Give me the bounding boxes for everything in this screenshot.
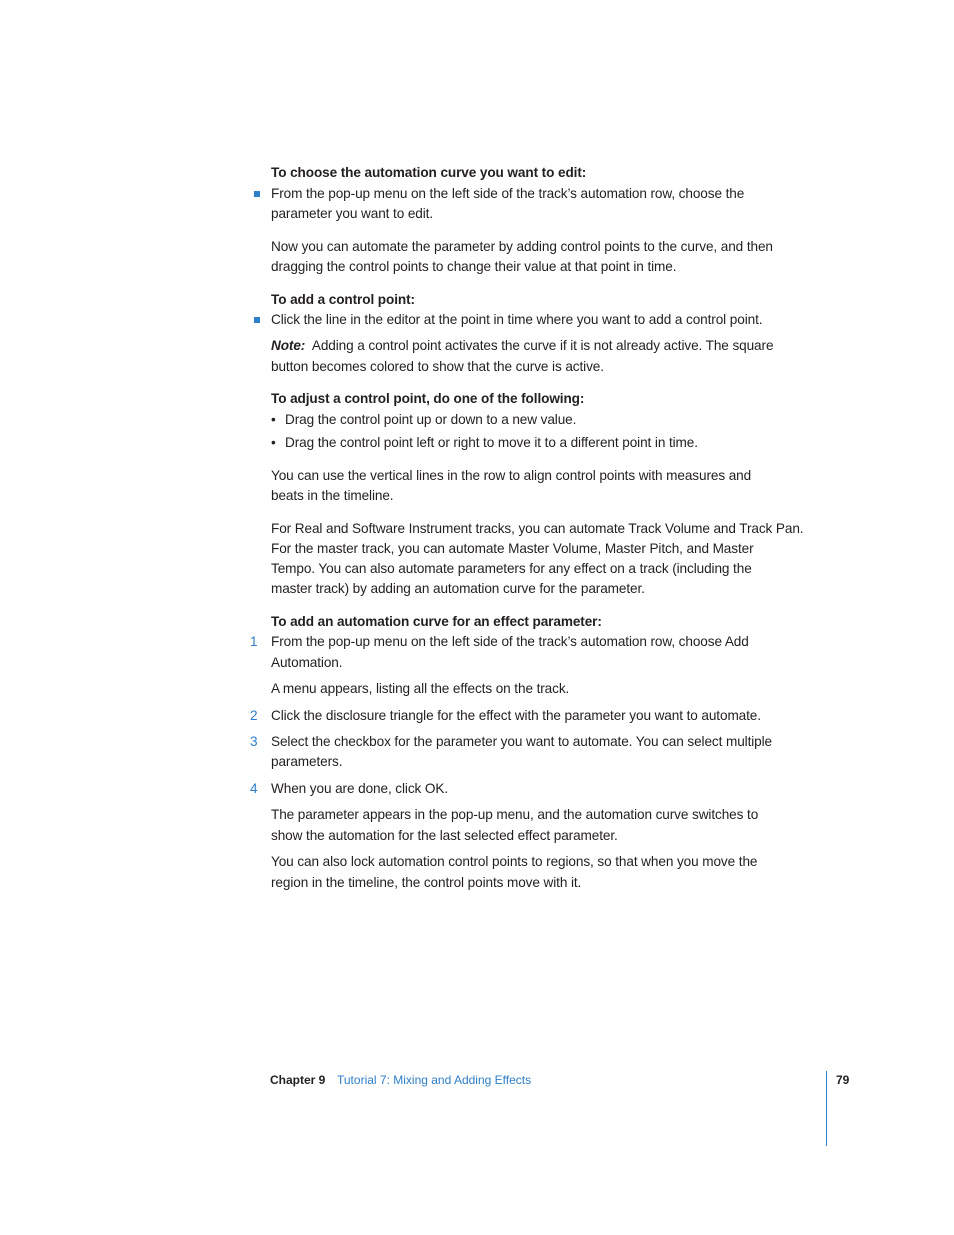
bullet-click-line: Click the line in the editor at the point in time where you want to add a control point. bbox=[271, 312, 763, 327]
bullet-choose-parameter-line-2: parameter you want to edit. bbox=[271, 206, 434, 221]
list-item-drag-left-right: Drag the control point left or right to move it to a different point in time. bbox=[285, 435, 698, 450]
bullet-dot-icon: • bbox=[271, 412, 276, 427]
square-bullet-icon bbox=[254, 317, 260, 323]
heading-add-effect-curve: To add an automation curve for an effect parameter: bbox=[271, 614, 602, 629]
step-number-1: 1 bbox=[250, 634, 258, 649]
note-line-1 bbox=[271, 336, 831, 357]
note-label: Note: bbox=[271, 338, 306, 353]
step-3-line-2: parameters. bbox=[271, 754, 343, 769]
para-automate-line-1: Now you can automate the parameter by adding control points to the curve, and then bbox=[271, 239, 773, 254]
para-tracks-line-1: For Real and Software Instrument tracks, you can automate Track Volume and Track Pan. bbox=[271, 521, 804, 536]
final-para-line-1: You can also lock automation control points to regions, so that when you move the bbox=[271, 854, 758, 869]
note-line-2: button becomes colored to show that the curve is active. bbox=[271, 359, 604, 374]
step-number-2: 2 bbox=[250, 708, 258, 723]
step-4-line-1: When you are done, click OK. bbox=[271, 781, 449, 796]
note-text: Adding a control point activates the curve if it is not already active. The square bbox=[311, 338, 774, 353]
final-para-line-2: region in the timeline, the control points move with it. bbox=[271, 875, 582, 890]
heading-adjust-control-point: To adjust a control point, do one of the following: bbox=[271, 391, 585, 406]
heading-add-control-point: To add a control point: bbox=[271, 292, 415, 307]
para-vertical-lines-line-2: beats in the timeline. bbox=[271, 488, 394, 503]
step-2-line-1: Click the disclosure triangle for the effect with the parameter you want to automate. bbox=[271, 708, 761, 723]
para-automate-line-2: dragging the control points to change their value at that point in time. bbox=[271, 259, 677, 274]
para-tracks-line-2: For the master track, you can automate Master Volume, Master Pitch, and Master bbox=[271, 541, 754, 556]
bullet-dot-icon: • bbox=[271, 435, 276, 450]
para-tracks-line-4: master track) by adding an automation curve for the parameter. bbox=[271, 581, 645, 596]
footer-divider bbox=[826, 1071, 827, 1146]
step-3-line-1: Select the checkbox for the parameter you want to automate. You can select multiple bbox=[271, 734, 773, 749]
step-4-result-line-1: The parameter appears in the pop-up menu, and the automation curve switches to bbox=[271, 807, 759, 822]
page-number: 79 bbox=[836, 1073, 850, 1087]
step-4-result-line-2: show the automation for the last selected effect parameter. bbox=[271, 828, 618, 843]
step-1-line-1: From the pop-up menu on the left side of the track’s automation row, choose Add bbox=[271, 634, 749, 649]
heading-choose-curve: To choose the automation curve you want to edit: bbox=[271, 165, 587, 180]
footer-chapter: Chapter 9 bbox=[270, 1073, 326, 1087]
para-tracks-line-3: Tempo. You can also automate parameters for any effect on a track (including the bbox=[271, 561, 752, 576]
step-1-result: A menu appears, listing all the effects on the track. bbox=[271, 681, 570, 696]
step-number-4: 4 bbox=[250, 781, 258, 796]
para-vertical-lines-line-1: You can use the vertical lines in the row to align control points with measures and bbox=[271, 468, 752, 483]
list-item-drag-up-down: Drag the control point up or down to a new value. bbox=[285, 412, 577, 427]
square-bullet-icon bbox=[254, 191, 260, 197]
step-number-3: 3 bbox=[250, 734, 258, 749]
bullet-choose-parameter-line-1: From the pop-up menu on the left side of the track’s automation row, choose the bbox=[271, 186, 745, 201]
footer-chapter-title: Tutorial 7: Mixing and Adding Effects bbox=[337, 1073, 532, 1087]
step-1-line-2: Automation. bbox=[271, 655, 343, 670]
